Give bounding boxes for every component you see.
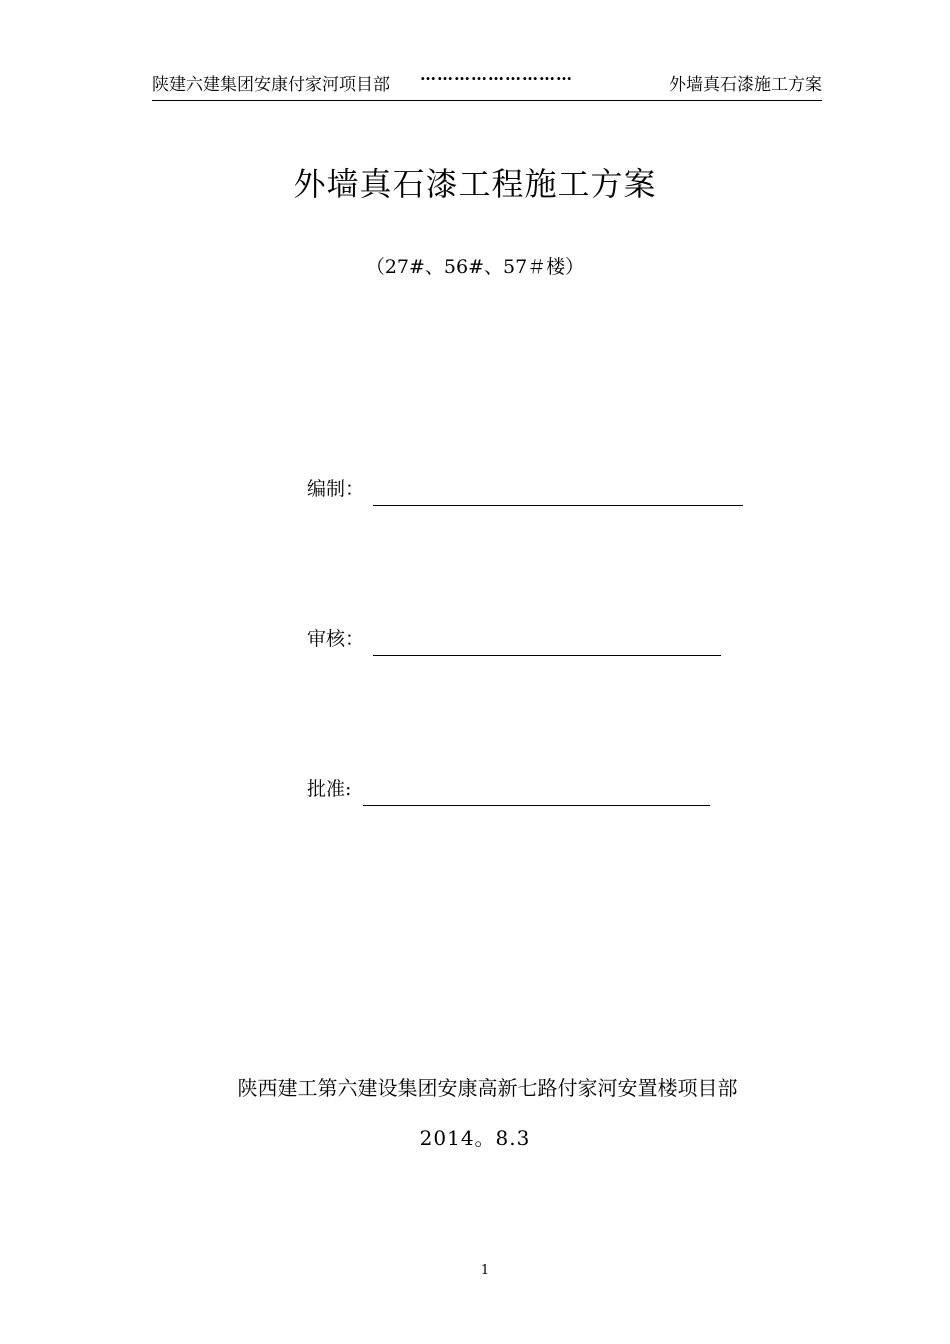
approver-label: 批准: xyxy=(307,778,352,800)
header-leader-dots: ……………………… xyxy=(420,65,573,84)
organization-name: 陕西建工第六建设集团安康高新七路付家河安置楼项目部 xyxy=(237,1076,738,1100)
compiler-label: 编制： xyxy=(307,478,365,500)
reviewer-signature-line xyxy=(373,655,721,656)
compiler-signature-line xyxy=(373,505,743,506)
page-number: 1 xyxy=(480,1263,490,1278)
header-project-name: 陕建六建集团安康付家河项目部 xyxy=(152,75,390,95)
document-title: 外墙真石漆工程施工方案 xyxy=(293,165,657,203)
page-header xyxy=(152,65,822,101)
reviewer-label: 审核： xyxy=(307,628,365,650)
document-date: 2014。8.3 xyxy=(419,1126,531,1150)
approver-signature-line xyxy=(363,805,710,806)
document-subtitle: （27#、56#、57＃楼） xyxy=(365,256,585,278)
header-document-name: 外墙真石漆施工方案 xyxy=(669,75,822,95)
